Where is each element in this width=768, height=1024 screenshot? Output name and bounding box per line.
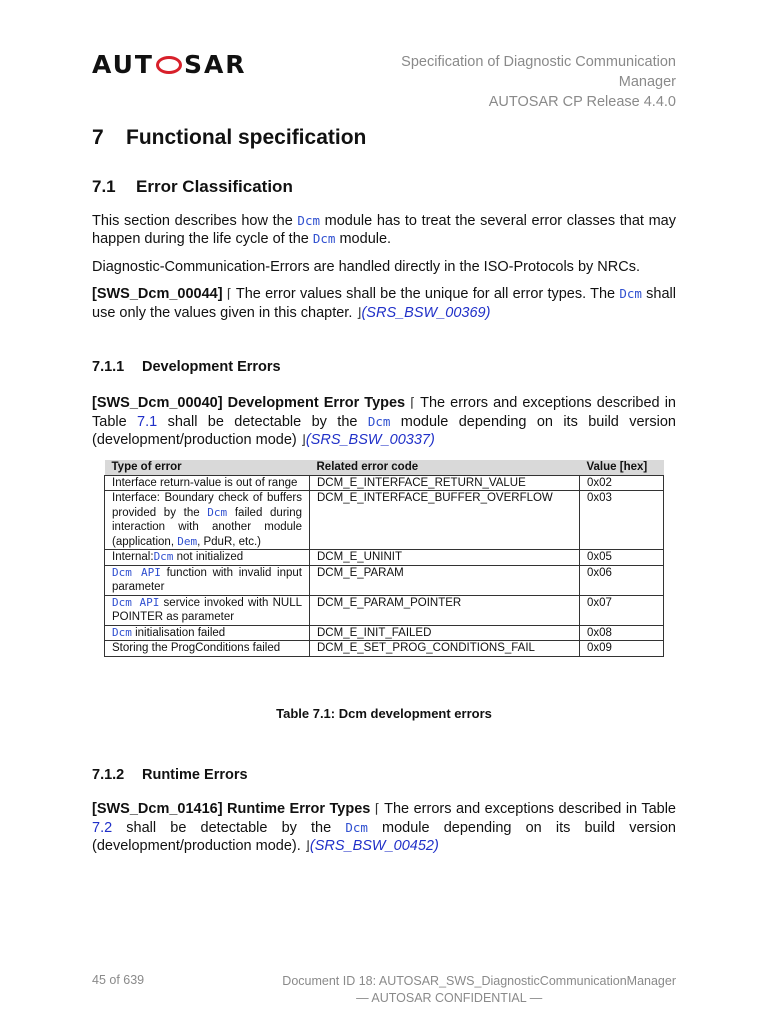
close-bracket: ⌋ <box>356 306 362 321</box>
error-code-cell: DCM_E_SET_PROG_CONDITIONS_FAIL <box>310 641 580 657</box>
footer-confidential: — AUTOSAR CONFIDENTIAL — <box>356 991 543 1005</box>
table-reference-link[interactable]: 7.2 <box>92 820 113 836</box>
text: not initialized <box>173 551 244 563</box>
srs-reference-link[interactable]: (SRS_BSW_00452) <box>309 838 439 854</box>
error-value-cell: 0x05 <box>580 550 664 566</box>
table-row <box>105 595 664 625</box>
development-errors-table <box>104 460 664 657</box>
error-type-cell <box>105 641 310 657</box>
open-bracket: ⌈ <box>410 396 416 411</box>
table-caption: Table 7.1: Dcm development errors <box>276 706 492 721</box>
code-term: Dcm API <box>112 565 161 579</box>
error-value-cell: 0x09 <box>580 641 664 657</box>
page-number: 45 of 639 <box>92 973 145 987</box>
error-code-cell: DCM_E_PARAM_POINTER <box>310 595 580 625</box>
text: module has to treat the several error classes that may happen during the life cycle of the <box>92 213 676 247</box>
code-term: Dcm <box>312 231 336 246</box>
document-footer <box>282 973 676 1007</box>
text: shall be detectable by the <box>157 414 368 430</box>
chapter-title: Functional specification <box>126 126 367 149</box>
text: service invoked with NULL POINTER as parameter <box>112 596 303 623</box>
code-term: Dcm <box>112 625 132 639</box>
autosar-logo <box>92 50 247 80</box>
logo-text-pre: AUT <box>92 50 154 79</box>
error-code-cell: DCM_E_PARAM <box>310 565 580 595</box>
code-term: Dcm <box>367 414 391 429</box>
close-bracket: ⌋ <box>304 839 310 854</box>
text: Interface return-value is out of range <box>112 476 298 489</box>
footer-document-id: Document ID 18: AUTOSAR_SWS_DiagnosticCommunicationManager <box>282 974 676 988</box>
text: The error values shall be the unique for all error types. The <box>231 286 620 302</box>
table-row <box>105 491 664 550</box>
column-header-code: Related error code <box>310 460 580 475</box>
text: Internal: <box>112 551 154 563</box>
error-code-cell: DCM_E_INTERFACE_BUFFER_OVERFLOW <box>310 491 580 550</box>
table-row <box>105 475 664 491</box>
error-type-cell <box>105 565 310 595</box>
text: initialisation failed <box>131 626 226 639</box>
srs-reference-link[interactable]: (SRS_BSW_00337) <box>305 432 435 448</box>
section-title: Runtime Errors <box>142 767 248 783</box>
open-bracket: ⌈ <box>374 802 380 817</box>
error-value-cell: 0x08 <box>580 625 664 641</box>
table-row <box>105 550 664 566</box>
paragraph-intro <box>92 212 676 248</box>
text: Diagnostic-Communication-Errors are handled directly in the ISO-Protocols by NRCs. <box>92 259 640 275</box>
error-value-cell: 0x03 <box>580 491 664 550</box>
text: module. <box>335 231 392 247</box>
table-reference-link[interactable]: 7.1 <box>137 414 158 430</box>
code-term: Dcm <box>297 213 320 228</box>
text: The errors and exceptions described in Table <box>92 395 676 430</box>
header-release: AUTOSAR CP Release 4.4.0 <box>488 94 676 110</box>
code-term: Dem <box>177 534 198 548</box>
close-bracket: ⌋ <box>300 433 306 448</box>
requirement-id: [SWS_Dcm_01416] Runtime Error Types <box>92 801 371 817</box>
requirement-id: [SWS_Dcm_00040] Development Error Types <box>92 395 406 411</box>
text: function with invalid input parameter <box>112 566 302 593</box>
section-title: Error Classification <box>136 177 293 196</box>
column-header-type: Type of error <box>105 460 310 475</box>
section-title: Development Errors <box>142 359 281 375</box>
section-heading-7-1-1 <box>92 359 281 375</box>
text: This section describes how the <box>92 213 298 229</box>
code-term: Dcm <box>207 505 228 519</box>
header-title-line1: Specification of Diagnostic Communication <box>401 54 676 70</box>
error-code-cell: DCM_E_INIT_FAILED <box>310 625 580 641</box>
error-value-cell: 0x02 <box>580 475 664 491</box>
text: Storing the ProgConditions failed <box>112 642 281 654</box>
section-heading-7-1-2 <box>92 767 248 783</box>
text: shall use only the values given in this chapter. <box>92 286 676 321</box>
text: module depending on its build version (development/production mode) <box>92 414 676 448</box>
table-row <box>105 641 664 657</box>
column-header-value: Value [hex] <box>580 460 664 475</box>
requirement-sws-dcm-01416 <box>92 800 676 856</box>
chapter-heading <box>92 126 366 150</box>
error-code-cell: DCM_E_INTERFACE_RETURN_VALUE <box>310 475 580 491</box>
paragraph-nrc <box>92 258 676 276</box>
text: The errors and exceptions described in Table <box>379 801 676 817</box>
error-value-cell: 0x07 <box>580 595 664 625</box>
text: shall be detectable by the <box>112 820 346 836</box>
error-type-cell <box>105 625 310 641</box>
text: Interface: Boundary check of buffers provided by the <box>112 492 302 519</box>
code-term: Dcm API <box>112 595 160 609</box>
error-value-cell: 0x06 <box>580 565 664 595</box>
section-heading-7-1 <box>92 177 293 197</box>
code-term: Dcm <box>345 820 368 835</box>
table-header-row <box>105 460 664 475</box>
error-type-cell <box>105 475 310 491</box>
logo-text-post: SAR <box>183 50 247 79</box>
chapter-number: 7 <box>92 126 104 149</box>
open-bracket: ⌈ <box>226 287 232 302</box>
requirement-sws-dcm-00040 <box>92 394 676 450</box>
header-title-line2: Manager <box>618 74 676 90</box>
logo-ring-icon <box>156 56 182 74</box>
code-term: Dcm <box>619 286 642 301</box>
section-number: 7.1.1 <box>92 359 125 375</box>
error-code-cell: DCM_E_UNINIT <box>310 550 580 566</box>
table-row <box>105 565 664 595</box>
error-type-cell <box>105 595 310 625</box>
section-number: 7.1.2 <box>92 767 125 783</box>
requirement-id: [SWS_Dcm_00044] <box>92 286 223 302</box>
error-type-cell <box>105 491 310 550</box>
srs-reference-link[interactable]: (SRS_BSW_00369) <box>361 305 491 321</box>
error-type-cell <box>105 550 310 566</box>
requirement-sws-dcm-00044 <box>92 285 676 323</box>
text: module depending on its build version (development/production mode). <box>92 820 676 854</box>
section-number: 7.1 <box>92 177 116 196</box>
table-row <box>105 625 664 641</box>
code-term: Dcm <box>153 550 174 563</box>
document-header <box>401 52 676 112</box>
text: , PduR, etc.) <box>197 535 262 548</box>
text: failed during interaction with another module (application, <box>112 506 302 548</box>
